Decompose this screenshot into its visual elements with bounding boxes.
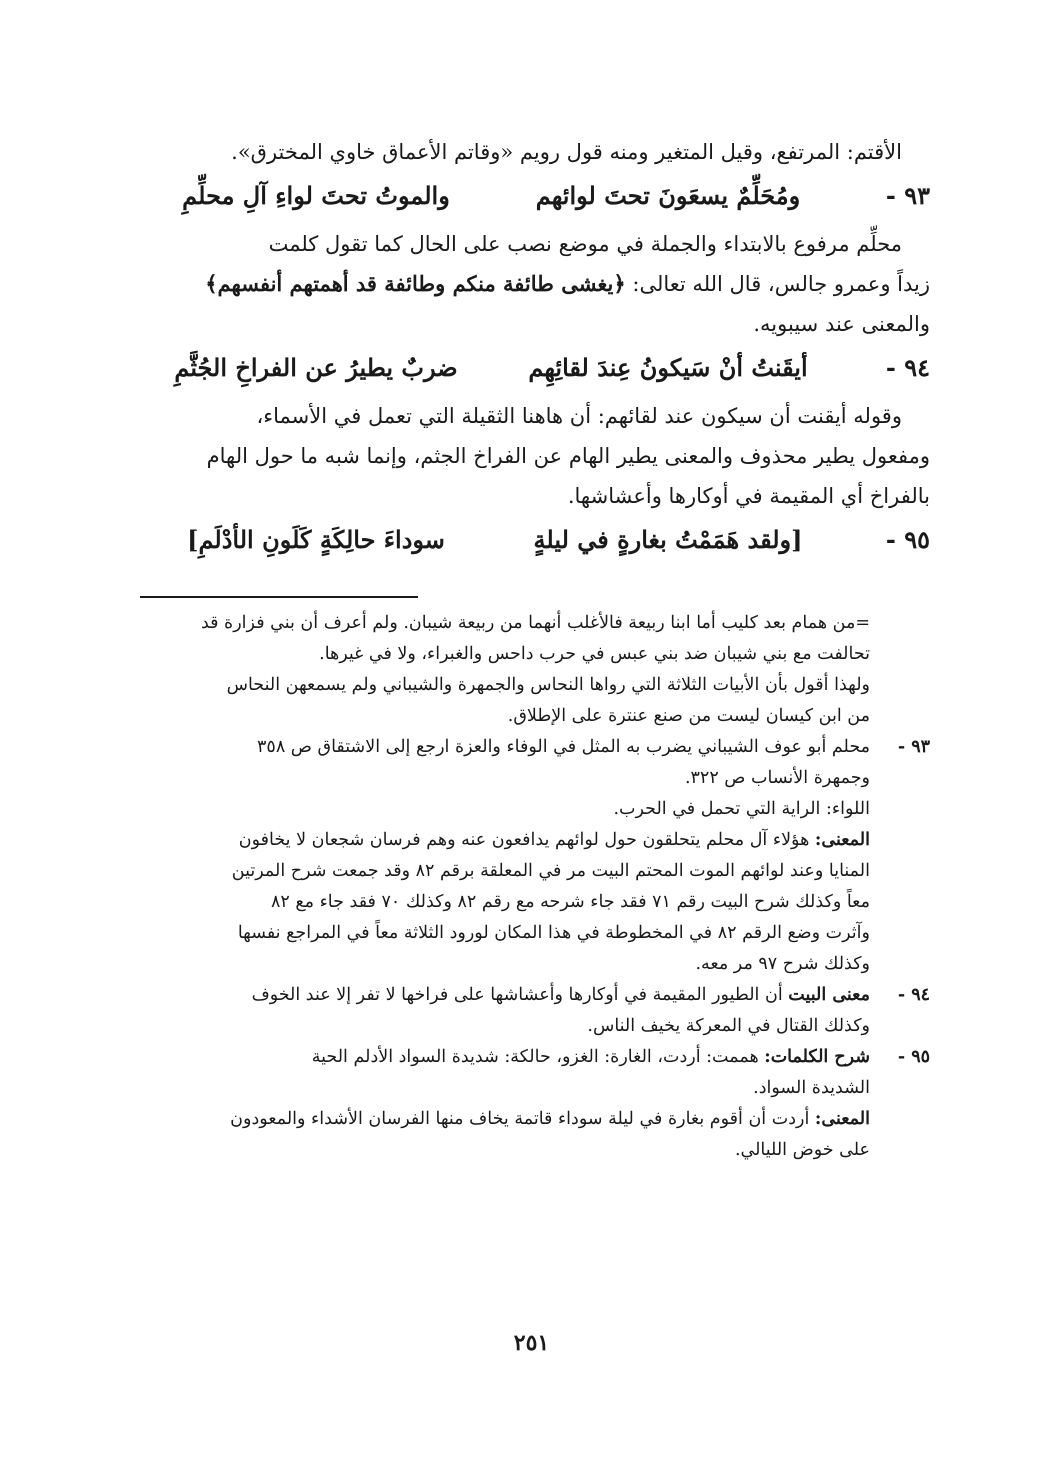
footnote-body [140, 732, 870, 980]
verse-95 [140, 516, 930, 568]
footnote-line: الشديدة السواد. [753, 1078, 870, 1098]
footnote-line [140, 1042, 870, 1073]
meaning-label: المعنى: [814, 1109, 870, 1129]
footnotes [140, 608, 930, 1166]
page-number: ٢٥١ [513, 1330, 550, 1356]
footnote-meaning [140, 825, 870, 856]
footnote-line: محلم أبو عوف الشيباني يضرب به المثل في الوفاء والعزة ارجع إلى الاشتقاق ص ٣٥٨ [257, 737, 870, 757]
commentary-93-line-2 [140, 264, 930, 304]
verse-number: ٩٣ - [885, 181, 930, 210]
footnote-line: ولهذا أقول بأن الأبيات الثلاثة التي رواها النحاس والجمهرة والشيباني ولم يسمعهن النحاس [226, 675, 870, 695]
footnote-line: وآثرت وضع الرقم ٨٢ في المخطوطة في هذا المكان لورود الثلاثة معاً في المراجع نفسها [237, 923, 870, 943]
footnote-continuation [140, 608, 930, 732]
commentary-94-line-1: وقوله أيقنت أن سيكون عند لقائهم: أن هاهنا الثقيلة التي تعمل في الأسماء، [256, 404, 902, 428]
verse-number: ٩٥ - [885, 525, 930, 554]
footnote-line: تحالفت مع بني شيبان ضد بني عبس في حرب داحس والغبراء، ولا في غيرها. [319, 644, 870, 664]
footnote-line: على خوض الليالي. [734, 1140, 870, 1160]
footnote-line: المنايا وعند لوائهم الموت المحتم البيت مر في المعلقة برقم ٨٢ وقد جمعت شرح المرتين [231, 861, 870, 881]
words-label: شرح الكلمات: [764, 1047, 870, 1067]
footnote-meaning [140, 1104, 870, 1135]
footnote-93 [140, 732, 930, 980]
footnote-line: وجمهرة الأنساب ص ٣٢٢. [684, 768, 870, 788]
verse-hemistich-first: أيقَنتُ أنْ سَيكونُ عِندَ لقائِهِم [528, 353, 808, 382]
verse-hemistich-second: ضربٌ يطيرُ عن الفراخِ الجُثَّمِ [174, 353, 458, 382]
commentary-94-line-2: ومفعول يطير محذوف والمعنى يطير الهام عن الفراخ الجثم، وإنما شبه ما حول الهام [206, 444, 930, 468]
footnote-line: وكذلك القتال في المعركة يخيف الناس. [587, 1016, 870, 1036]
commentary-93-text: زيداً وعمرو جالس، قال الله تعالى: [632, 272, 930, 296]
footnote-number: ٩٣ - [897, 737, 930, 757]
verse-hemistich-first: ومُحَلِّمٌ يسعَونَ تحتَ لوائهم [535, 181, 801, 210]
footnote-body [140, 980, 870, 1042]
footnote-number: ٩٥ - [897, 1047, 930, 1067]
verse-94 [140, 344, 930, 396]
intro-line: الأقتم: المرتفع، وقيل المتغير ومنه قول رويم «وقاتم الأعماق خاوي المخترق». [231, 140, 902, 164]
commentary-94-line-3: بالفراخ أي المقيمة في أوكارها وأعشاشها. [567, 484, 930, 508]
footnote-line [140, 980, 870, 1011]
footnote-95 [140, 1042, 930, 1166]
verse-number: ٩٤ - [885, 353, 930, 382]
footnote-line: وكذلك شرح ٩٧ مر معه. [695, 954, 870, 974]
quran-quote: ﴿يغشى طائفة منكم وطائفة قد أهمتهم أنفسهم﴾ [205, 271, 626, 296]
commentary-93-line-1: محلِّم مرفوع بالابتداء والجملة في موضع نصب على الحال كما تقول كلمت [268, 232, 902, 256]
meaning-label: المعنى: [814, 830, 870, 850]
verse-hemistich-first: [ولقد هَمَمْتُ بغارةٍ في ليلةٍ [533, 525, 803, 554]
footnote-line: اللواء: الراية التي تحمل في الحرب. [613, 799, 870, 819]
footnote-text: أردت أن أقوم بغارة في ليلة سوداء قاتمة يخاف منها الفرسان الأشداء والمعودون [230, 1109, 810, 1129]
footnote-line: =من همام بعد كليب أما ابنا ربيعة فالأغلب أنهما من ربيعة شيبان. ولم أعرف أن بني فزارة قد [200, 613, 870, 633]
footnote-number: ٩٤ - [897, 985, 930, 1005]
footnote-text: أن الطيور المقيمة في أوكارها وأعشاشها على فراخها لا تفر إلا عند الخوف [251, 985, 783, 1005]
footnote-body [140, 1042, 870, 1166]
footnote-94 [140, 980, 930, 1042]
commentary-93-line-3: والمعنى عند سيبويه. [753, 312, 930, 336]
footnote-line: من ابن كيسان ليست من صنع عنترة على الإطلاق. [507, 706, 870, 726]
meaning-label: معنى البيت [788, 985, 870, 1005]
verse-hemistich-second: والموتُ تحتَ لواءِ آلِ محلِّمِ [182, 181, 450, 210]
footnote-separator [140, 596, 418, 598]
page-content [140, 132, 930, 1166]
verse-93 [140, 172, 930, 224]
verse-hemistich-second: سوداءَ حالِكَةٍ كَلَونِ الأدْلَمِ] [187, 525, 445, 554]
footnote-line: معاً وكذلك شرح البيت رقم ٧١ فقد جاء شرحه مع رقم ٨٢ وكذلك ٧٠ فقد جاء مع ٨٢ [270, 892, 870, 912]
footnote-text: هؤلاء آل محلم يتحلقون حول لوائهم يدافعون عنه وهم فرسان شجعان لا يخافون [238, 830, 810, 850]
footnote-text: هممت: أردت، الغارة: الغزو، حالكة: شديدة السواد الأدلم الحية [311, 1047, 759, 1067]
